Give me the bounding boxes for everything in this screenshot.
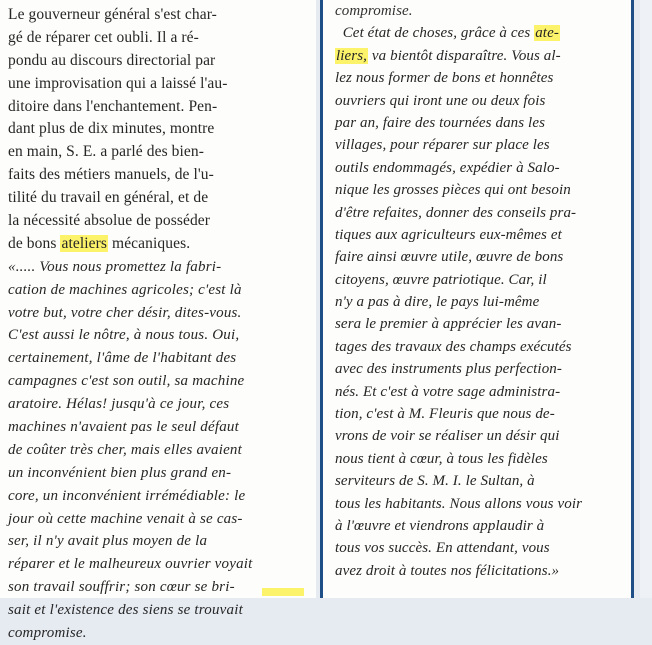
- text-line-with-highlight: [8, 233, 306, 256]
- text-line: certainement, l'âme de l'habitant des: [8, 350, 237, 367]
- text-line: aratoire. Hélas! jusqu'à ce jour, ces: [8, 396, 230, 413]
- text-line: campagnes c'est son outil, sa machine: [8, 373, 245, 390]
- text-line: d'être refaites, donner des conseils pra-: [335, 204, 577, 221]
- text-line: ser, il n'y avait plus moyen de la: [8, 533, 208, 550]
- text-line: un inconvénient bien plus grand en-: [8, 464, 232, 481]
- search-highlight: ateliers: [61, 234, 108, 252]
- text-line: nique les grosses pièces qui ont besoin: [335, 182, 571, 199]
- right-page-column: [320, 0, 634, 598]
- text-line: ouvriers qui iront une ou deux fois: [335, 92, 546, 109]
- left-page-column: [0, 0, 316, 642]
- text-line-with-highlight: [335, 45, 623, 67]
- text-line: à l'œuvre et viendrons applaudir à: [335, 517, 545, 534]
- text-line: nés. Et c'est à votre sage administra-: [335, 383, 561, 400]
- text-line: sait et l'existence des siens se trouvait: [8, 602, 243, 619]
- text-line: sera le premier à apprécier les avan-: [335, 316, 562, 333]
- text-line: tous vos succès. En attendant, vous: [335, 540, 550, 557]
- text-line: vrons de voir se réaliser un désir qui: [335, 428, 560, 445]
- text-line: core, un inconvénient irrémédiable: le: [8, 487, 246, 504]
- text-line-with-highlight: [335, 22, 623, 44]
- text-line: avez droit à toutes nos félicitations.»: [335, 562, 560, 579]
- search-highlight: ate-: [535, 25, 559, 42]
- text-line: Le gouverneur général s'est char-: [8, 6, 217, 23]
- text-segment: de bons: [8, 234, 57, 252]
- text-line: cation de machines agricoles; c'est là: [8, 281, 242, 298]
- search-highlight: liers,: [336, 47, 368, 64]
- text-line: la nécessité absolue de posséder: [8, 212, 211, 230]
- text-segment: Cet état de choses, grâce à ces: [342, 25, 531, 42]
- text-line: outils endommagés, expédier à Salo-: [335, 159, 560, 176]
- text-line: tion, c'est à M. Fleuris que nous de-: [335, 406, 555, 423]
- text-segment: mécaniques.: [112, 234, 191, 252]
- text-line: votre but, votre cher désir, dites-vous.: [8, 304, 242, 321]
- text-line: tous les habitants. Nous allons vous voir: [335, 495, 583, 512]
- search-highlight-fragment: [262, 588, 304, 596]
- text-line: n'y a pas à dire, le pays lui-même: [335, 294, 540, 311]
- text-line: serviteurs de S. M. I. le Sultan, à: [335, 473, 535, 490]
- text-line: réparer et le malheureux ouvrier voyait: [8, 556, 253, 573]
- text-line: avec des instruments plus perfection-: [335, 361, 562, 378]
- text-line: son travail souffrir; son cœur se bri-: [8, 579, 235, 596]
- text-line: tages des travaux des champs exécutés: [335, 338, 572, 355]
- text-line-cut: compromise.: [335, 3, 413, 19]
- text-line: machines n'avaient pas le seul défaut: [8, 419, 239, 436]
- text-line: villages, pour réparer sur place les: [335, 137, 550, 154]
- text-line: nous tient à cœur, à tous les fidèles: [335, 450, 548, 467]
- text-line: faits des métiers manuels, de l'u-: [8, 166, 214, 184]
- text-segment: va bientôt disparaître. Vous al-: [371, 47, 561, 64]
- text-line: ditoire dans l'enchantement. Pen-: [8, 97, 218, 115]
- text-line: faire ainsi œuvre utile, œuvre de bons: [335, 249, 564, 266]
- text-line: tiques aux agriculteurs eux-mêmes et: [335, 226, 562, 243]
- text-line: de coûter très cher, mais elles avaient: [8, 441, 242, 458]
- text-line: dant plus de dix minutes, montre: [8, 120, 215, 138]
- text-line: par an, faire des tournées dans les: [335, 114, 546, 131]
- text-line: jour où cette machine venait à se cas-: [8, 510, 243, 527]
- text-line: «..... Vous nous promettez la fabri-: [8, 258, 222, 275]
- text-line: citoyens, œuvre patriotique. Car, il: [335, 271, 547, 288]
- text-line: C'est aussi le nôtre, à nous tous. Oui,: [8, 327, 240, 344]
- scrollbar[interactable]: [640, 0, 652, 598]
- text-line: compromise.: [8, 625, 87, 642]
- text-line: tilité du travail en général, et de: [8, 189, 209, 207]
- text-line: lez nous former de bons et honnêtes: [335, 70, 554, 87]
- text-line: une improvisation qui a laissé l'au-: [8, 74, 228, 92]
- text-line: pondu au discours directorial par: [8, 51, 216, 69]
- text-line: gé de réparer cet oubli. Il a ré-: [8, 28, 199, 46]
- text-line: en main, S. E. a parlé des bien-: [8, 143, 205, 161]
